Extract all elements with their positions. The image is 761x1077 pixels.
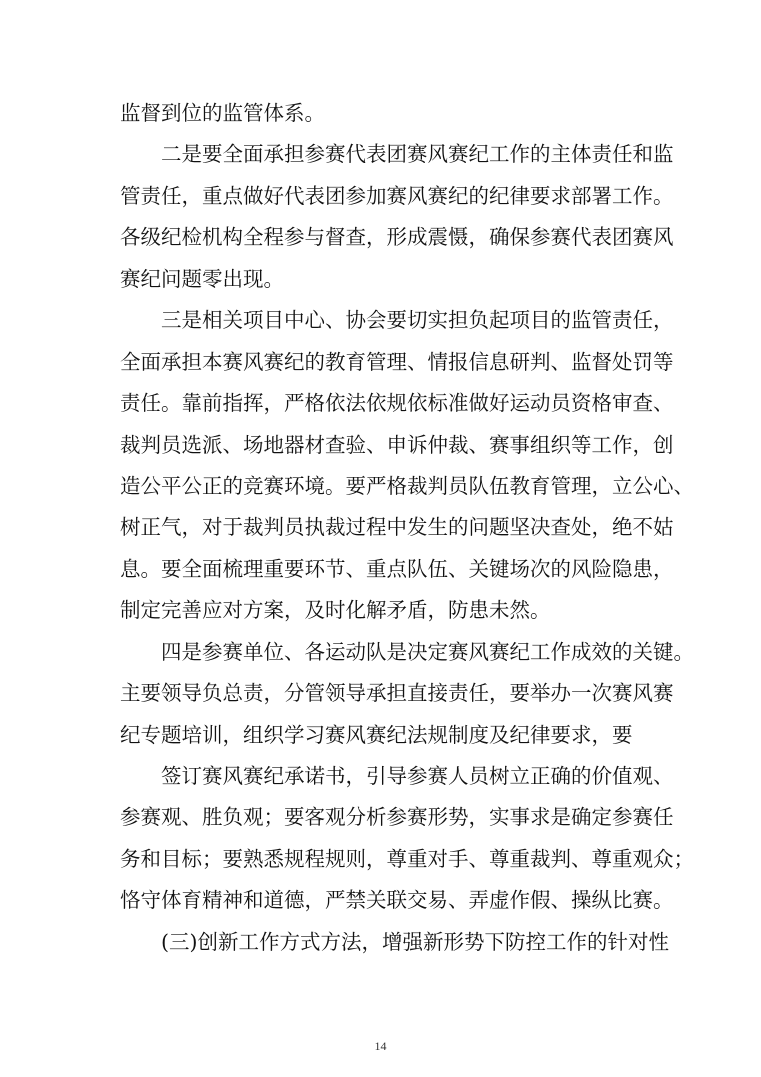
text-line: 裁判员选派、场地器材查验、申诉仲裁、赛事组织等工作，创 [120,432,674,457]
body-text [120,93,694,963]
text-line: 四是参赛单位、各运动队是决定赛风赛纪工作成效的关键。 [161,639,694,664]
text-line: 造公平公正的竞赛环境。要严格裁判员队伍教育管理，立公心、 [120,473,694,498]
text-line: 各级纪检机构全程参与督查，形成震慑，确保参赛代表团赛风 [120,225,674,250]
text-line: 参赛观、胜负观；要客观分析参赛形势，实事求是确定参赛任 [120,805,674,830]
text-line: 主要领导负总责，分管领导承担直接责任，要举办一次赛风赛 [120,681,674,706]
text-line: 全面承担本赛风赛纪的教育管理、情报信息研判、监督处罚等 [120,349,674,374]
text-line: 监督到位的监管体系。 [120,101,325,125]
text-line: 树正气，对于裁判员执裁过程中发生的问题坚决查处，绝不姑 [120,515,674,540]
text-line: 责任。靠前指挥，严格依法依规依标准做好运动员资格审查、 [120,391,674,416]
text-line: 制定完善应对方案，及时化解矛盾，防患未然。 [120,598,551,623]
text-line: 管责任，重点做好代表团参加赛风赛纪的纪律要求部署工作。 [120,183,674,208]
text-line: 赛纪问题零出现。 [120,266,284,291]
text-line: 二是要全面承担参赛代表团赛风赛纪工作的主体责任和监 [161,142,674,167]
section-heading: (三)创新工作方式方法，增强新形势下防控工作的针对性 [161,929,669,954]
text-line: 恪守体育精神和道德，严禁关联交易、弄虚作假、操纵比赛。 [120,888,674,913]
text-line: 签订赛风赛纪承诺书，引导参赛人员树立正确的价值观、 [161,764,674,788]
page-number: 14 [374,1039,387,1053]
text-line: 三是相关项目中心、协会要切实担负起项目的监管责任， [161,308,674,333]
text-line: 息。要全面梳理重要环节、重点队伍、关键场次的风险隐患， [120,556,674,581]
text-line: 务和目标；要熟悉规程规则，尊重对手、尊重裁判、尊重观众； [120,846,694,871]
text-line: 纪专题培训，组织学习赛风赛纪法规制度及纪律要求，要 [120,722,633,747]
